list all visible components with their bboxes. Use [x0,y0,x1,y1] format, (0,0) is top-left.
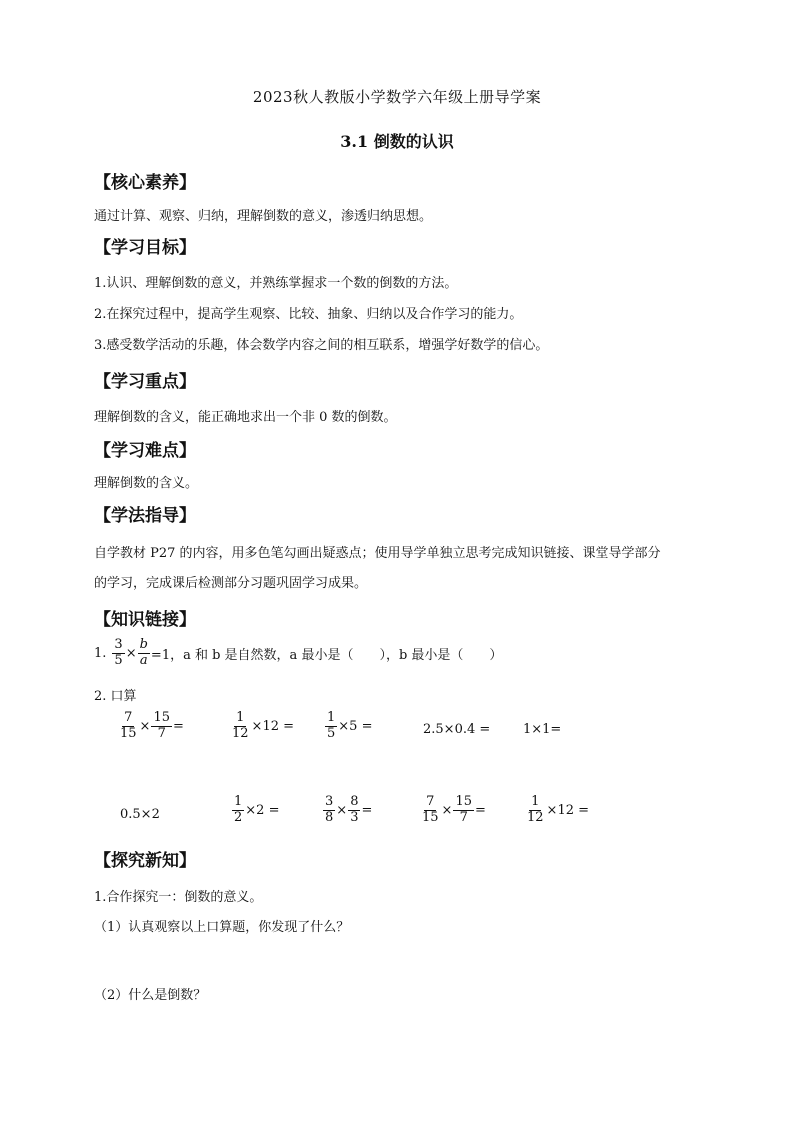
fraction: $\frac{1}{2}$ [234,794,243,825]
question-1-text: =1，a 和 b 是自然数，a 最小是（ ），b 最小是（ ） [150,647,503,663]
mental-math-expression: $\frac{1}{12}$ ×12 = [527,794,590,825]
mental-math-expression: $\frac{7}{15}$ × $\frac{15}{7}$ = [120,710,184,741]
mental-math-expression: $\frac{7}{15}$ × $\frac{15}{7}$ = [422,794,486,825]
explore-question-2: （2）什么是倒数？ [94,988,207,1003]
document-title: 2023秋人教版小学数学六年级上册导学案 [252,88,542,106]
mental-math-expression: $\frac{1}{5}$ ×5 = [327,710,373,741]
fraction: $\frac{1}{5}$ [327,710,336,741]
mental-math-expression: $\frac{3}{8}$ × $\frac{8}{3}$ = [325,794,373,825]
fraction: $\frac{7}{15}$ [120,710,137,741]
goal-item-2: 2.在探究过程中，提高学生观察、比较、抽象、归纳以及合作学习的能力。 [94,307,523,322]
difficulties-text: 理解倒数的含义。 [94,476,199,491]
core-literacy-text: 通过计算、观察、归纳，理解倒数的意义，渗透归纳思想。 [94,209,433,224]
heading-key-points: 【学习重点】 [94,372,196,392]
fraction: $\frac{15}{7}$ [455,794,472,825]
goal-item-3: 3.感受数学活动的乐趣，体会数学内容之间的相互联系，增强学好数学的信心。 [94,338,549,353]
heading-study-method: 【学法指导】 [94,506,196,526]
mental-math-expression: 2.5×0.4 = [423,722,491,737]
heading-difficulties: 【学习难点】 [94,441,196,461]
study-method-line-2: 的学习，完成课后检测部分习题巩固学习成果。 [94,576,368,591]
mental-math-expression: $\frac{1}{2}$ ×2 = [234,794,280,825]
mental-math-expression: $\frac{1}{12}$ ×12 = [232,710,295,741]
mental-math-expression: 0.5×2 [120,807,160,822]
key-points-text: 理解倒数的含义，能正确地求出一个非 0 数的倒数。 [94,410,397,425]
heading-knowledge-links: 【知识链接】 [94,610,196,630]
study-method-line-1: 自学教材 P27 的内容，用多色笔勾画出疑惑点；使用导学单独立思考完成知识链接、课堂导学部分 [94,546,661,561]
fraction: $\frac{1}{12}$ [527,794,544,825]
knowledge-question-1: 1. $\frac{3}{5}$ × $\frac{b}{a}$ =1，a 和 b 是自然数，a 最小是（ ），b 最小是（ ） [94,637,503,668]
fraction: $\frac{3}{5}$ [114,637,123,668]
fraction: $\frac{8}{3}$ [350,794,359,825]
explore-question-1: （1）认真观察以上口算题，你发现了什么？ [94,920,350,935]
question-number: 1. [94,645,107,661]
heading-explore-new: 【探究新知】 [94,851,196,871]
mental-math-label: 2. 口算 [94,689,137,704]
explore-intro: 1.合作探究一：倒数的意义。 [94,890,263,905]
fraction: $\frac{7}{15}$ [422,794,439,825]
mental-math-expression: 1×1= [523,722,562,737]
goal-item-1: 1.认识、理解倒数的意义，并熟练掌握求一个数的倒数的方法。 [94,276,458,291]
heading-core-literacy: 【核心素养】 [94,173,196,193]
heading-learning-goals: 【学习目标】 [94,238,196,258]
fraction: $\frac{3}{8}$ [325,794,334,825]
lesson-title: 3.1 倒数的认识 [340,132,454,151]
fraction: $\frac{1}{12}$ [232,710,249,741]
fraction: $\frac{15}{7}$ [153,710,170,741]
fraction: $\frac{b}{a}$ [139,637,148,668]
